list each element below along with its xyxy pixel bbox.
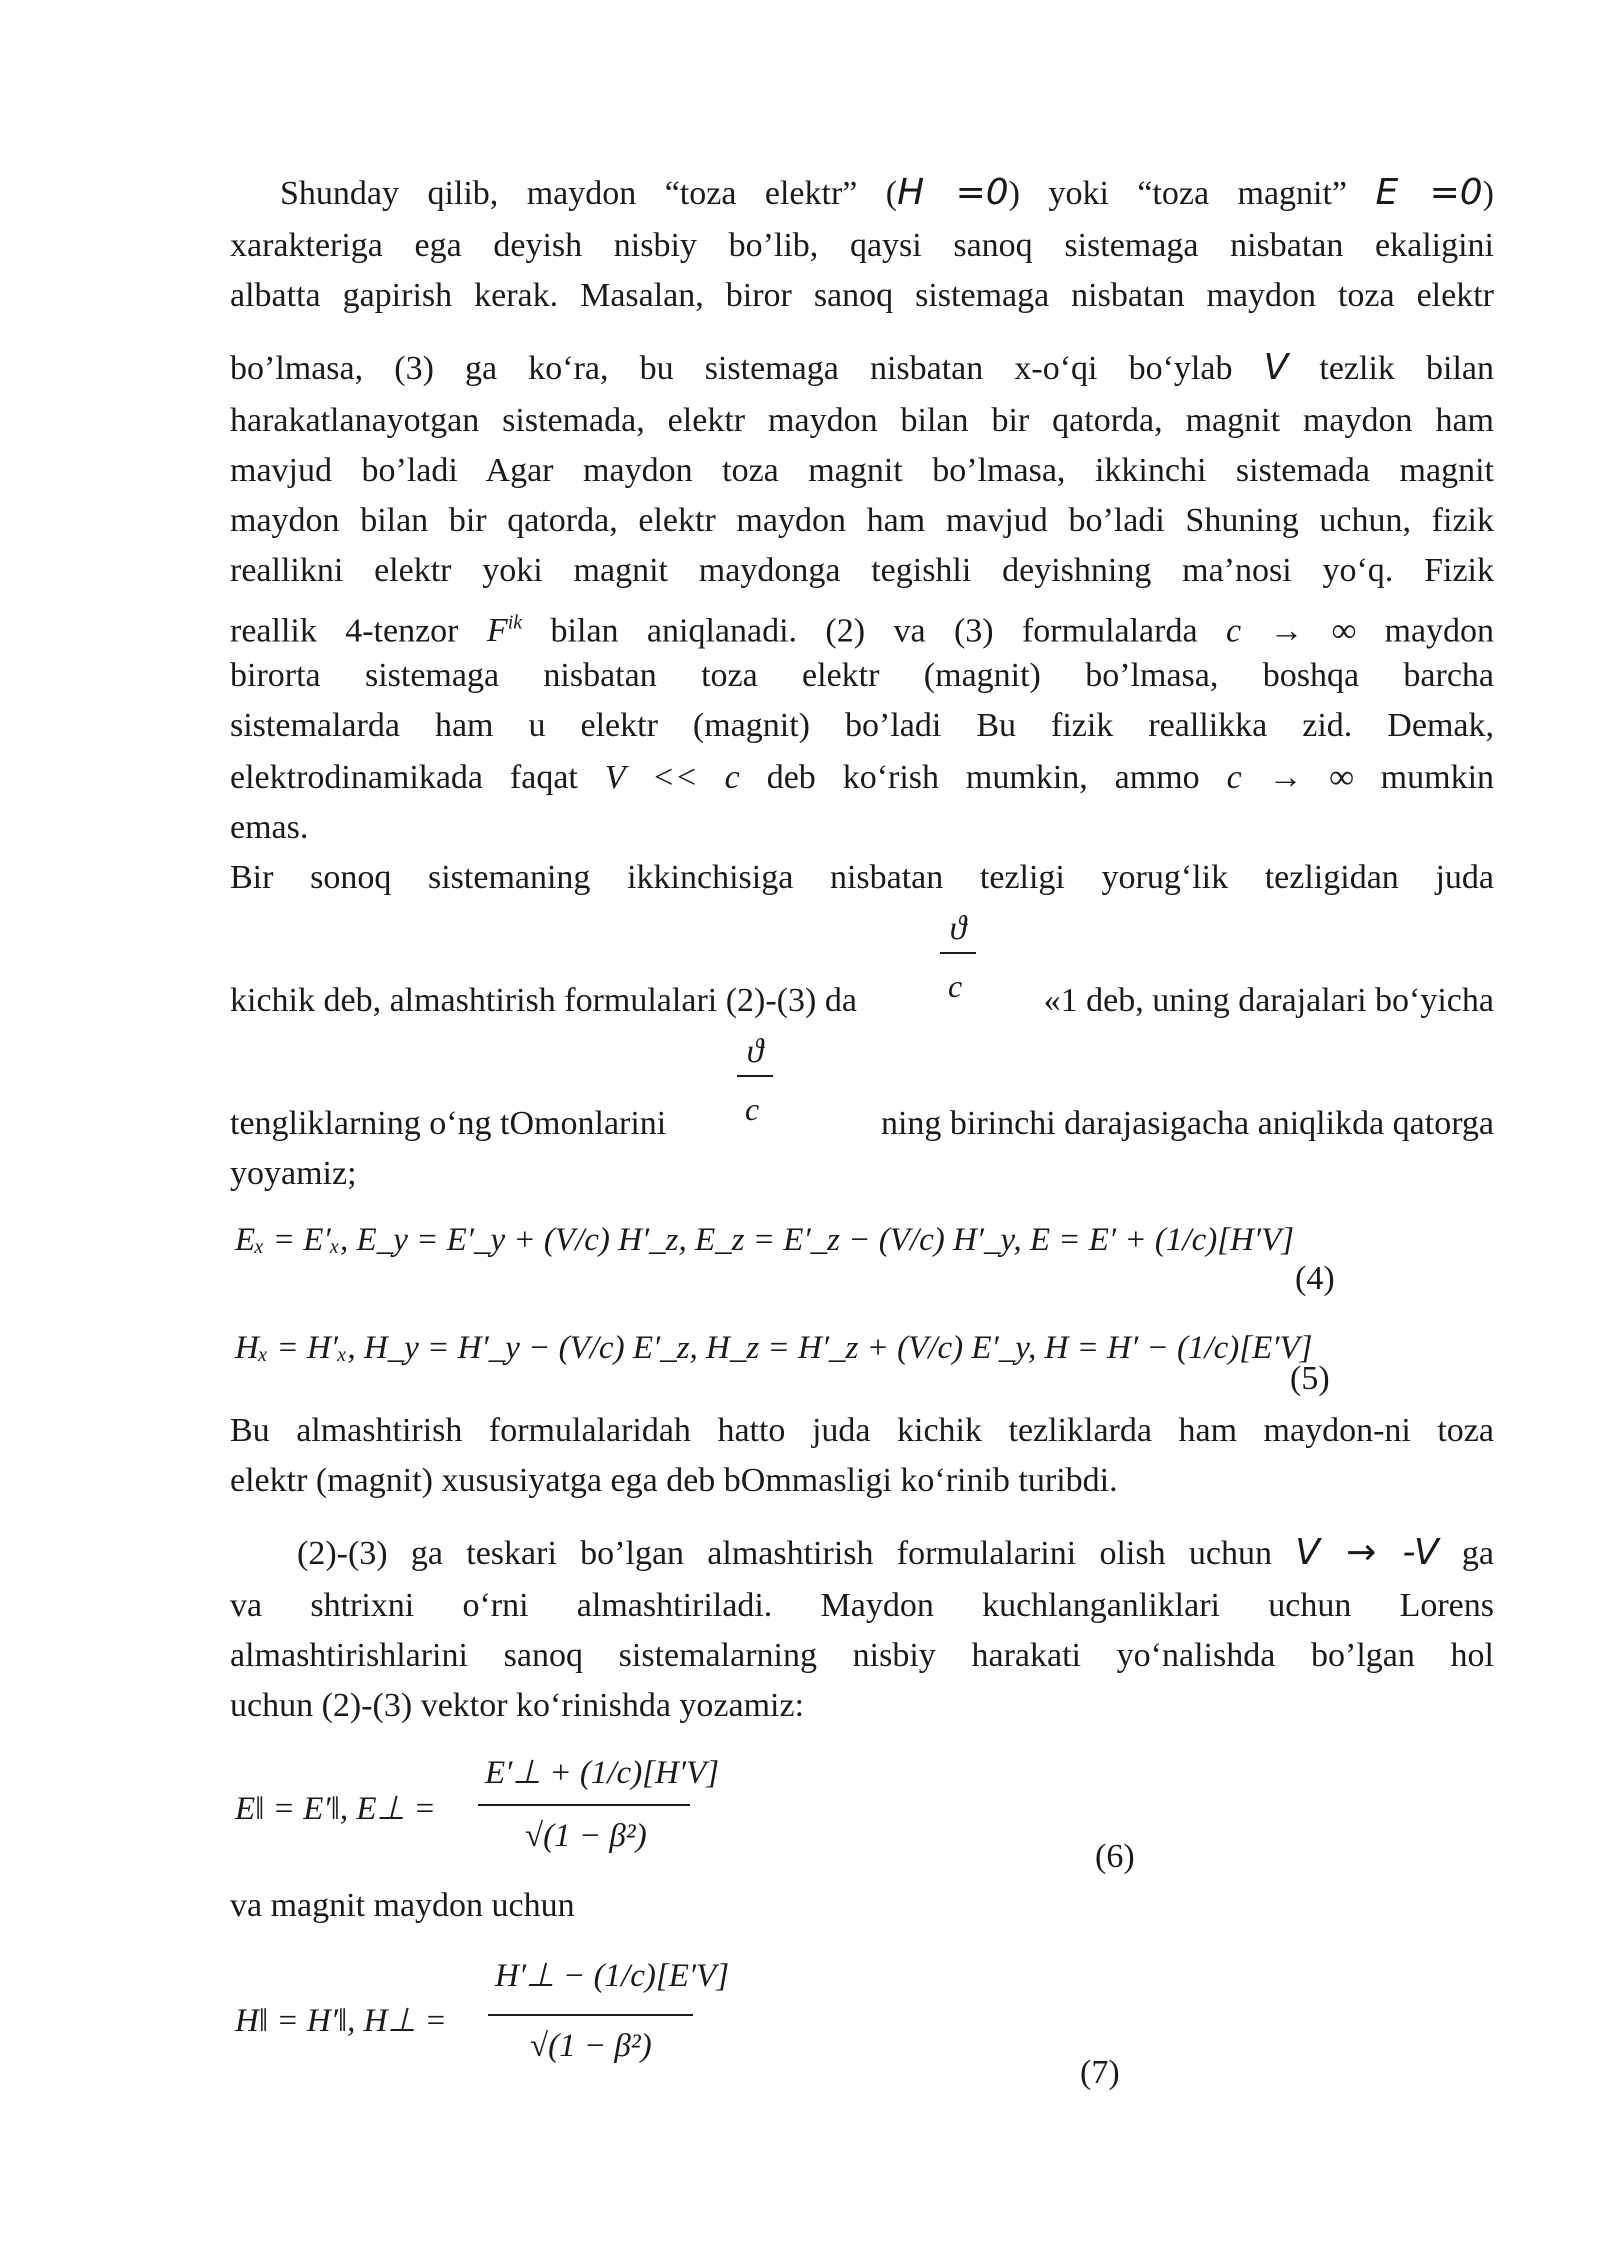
p4-line-4: uchun (2)-(3) vektor ko‘rinishda yozamiz: [230,1687,805,1724]
p2-line-2-tail: «1 deb, uning darajalari bo‘yicha [1043,982,1494,1019]
p1-line-7: maydon bilan bir qatorda, elektr maydon ham mavjud bo’ladi Shuning uchun, fizik [230,502,1494,539]
p3-line-1: Bu almashtirish formulalaridah hatto juda kichik tezliklarda ham maydon-ni toza [230,1412,1494,1449]
math-f-tensor: $F^{ik}$ [486,612,523,650]
p2-line-4: yoyamiz; [230,1155,357,1192]
equation-4-number: (4) [1295,1260,1335,1297]
math-v: V [1263,347,1289,388]
p2-line-3-tail: ning birinchi darajasigacha aniqlikda qatorga [880,1105,1494,1142]
p1-line-5: harakatlanayotgan sistemada, elektr maydon bilan bir qatorda, magnit maydon ham [230,402,1494,439]
equation-7-fraction-bar [488,2014,693,2016]
equation-7-left: H‖ = H′‖, H⊥ = [235,2003,447,2039]
equation-7-number: (7) [1080,2054,1120,2091]
equation-5-number: (5) [1290,1360,1330,1397]
p1-line-4: bo’lmasa, (3) ga ko‘ra, bu sistemaga nisbatan x-o‘qi bo‘ylab V tezlik bilan [230,347,1495,388]
equation-6-left: E‖ = E′‖, E⊥ = [235,1791,436,1827]
p4-line-2: va shtrixni o‘rni almashtiriladi. Maydon kuchlanganliklari uchun Lorens [230,1587,1494,1624]
p4-line-3: almashtirishlarini sanoq sistemalarning nisbiy harakati yo‘nalishda bo’lgan hol [230,1637,1494,1674]
p2-line-2: kichik deb, almashtirish formulalari (2)-(3) da [230,982,857,1019]
p2-line-1: Bir sonoq sistemaning ikkinchisiga nisbatan tezligi yorug‘lik tezligidan juda [230,859,1494,896]
equation-4: Eₓ = E′ₓ, E_y = E′_y + (V/c) H′_z, E_z = E′_z − (V/c) H′_y, E = E′ + (1/c)[H′V] [235,1222,1295,1258]
fraction-v-over-c-2: ϑ [737,1033,773,1077]
math-c-infinity: c → ∞ [1225,612,1357,650]
p1-line-9: reallik 4-tenzor $F^{ik}$ bilan aniqlanadi. (2) va (3) formulalarda c → ∞ maydon [230,612,1495,650]
p1-line-10: birorta sistemaga nisbatan toza elektr (magnit) bo’lmasa, boshqa barcha [230,657,1494,694]
p1-line-6: mavjud bo’ladi Agar maydon toza magnit bo’lmasa, ikkinchi sistemada magnit [230,452,1494,489]
math-v-to-minus-v: V → -V [1295,1532,1439,1573]
p4-line-1: (2)-(3) ga teskari bo’lgan almashtirish formulalarini olish uchun V → -V ga [297,1532,1495,1573]
p2-line-3: tengliklarning o‘ng tOmonlarini [230,1105,667,1142]
p3-line-2: elektr (magnit) xususiyatga ega deb bOmmasligi ko‘rinib turibdi. [230,1462,1118,1499]
p5-line-1: va magnit maydon uchun [230,1887,575,1924]
equation-6-fraction-bar [478,1804,690,1806]
p1-line-11: sistemalarda ham u elektr (magnit) bo’ladi Bu fizik reallikka zid. Demak, [230,707,1494,744]
equation-5: Hₓ = H′ₓ, H_y = H′_y − (V/c) E′_z, H_z = H′_z + (V/c) E′_y, H = H′ − (1/c)[E′V] [235,1330,1313,1366]
equation-6-numerator: E′⊥ + (1/c)[H′V] [485,1755,720,1791]
p1-line-3: albatta gapirish kerak. Masalan, biror sanoq sistemaga nisbatan maydon toza elektr [230,277,1494,314]
math-h-zero: H =0 [897,172,1009,213]
equation-7-denominator: √(1 − β²) [530,2028,652,2064]
p1-line-1: Shunday qilib, maydon “toza elektr” (H =0) yoki “toza magnit” E =0) [280,172,1494,213]
p1-line-12: elektrodinamikada faqat V << c deb ko‘rish mumkin, ammo c → ∞ mumkin [230,759,1495,796]
p1-line-13: emas. [230,809,309,846]
math-e-zero: E =0 [1375,172,1483,213]
fraction-v-over-c-1: ϑ [940,910,976,954]
math-c-infinity-2: c → ∞ [1226,759,1354,796]
p1-line-2: xarakteriga ega deyish nisbiy bo’lib, qaysi sanoq sistemaga nisbatan ekaligini [230,227,1494,264]
equation-7-numerator: H′⊥ − (1/c)[E′V] [495,1958,730,1994]
math-v-much-less-c: V << c [604,759,740,796]
fraction-1-denominator: c [948,968,963,1004]
equation-6-denominator: √(1 − β²) [525,1818,647,1854]
equation-6-number: (6) [1095,1838,1135,1875]
p1-line-8: reallikni elektr yoki magnit maydonga tegishli deyishning ma’nosi yo‘q. Fizik [230,552,1494,589]
fraction-2-denominator: c [745,1091,760,1127]
